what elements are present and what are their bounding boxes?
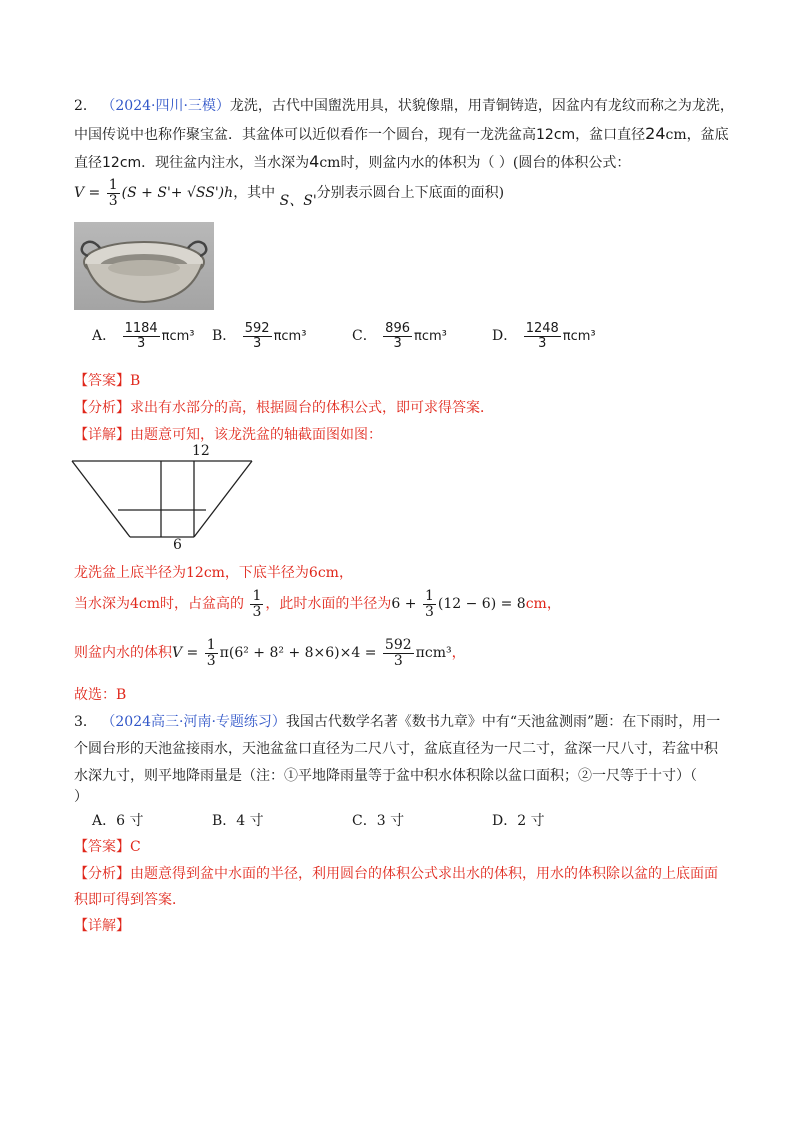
q3-option-d[interactable]: D．2 寸 <box>492 813 545 829</box>
q2-option-a[interactable]: A． $\frac{1184}{3}$ πcm³ <box>92 321 195 351</box>
q2-option-c[interactable]: C． $\frac{896}{3}$ πcm³ <box>352 321 447 351</box>
q2-detail: 【详解】由题意可知，该龙洗盆的轴截面图如图： <box>74 427 382 443</box>
q3-detail: 【详解】 <box>74 918 130 934</box>
trapezoid-figure <box>70 443 254 555</box>
diagram-top-label: 12 <box>192 443 210 459</box>
q2-line3: 直径12cm．现往盆内注水，当水深为4cm时，则盆内水的体积为（ ）(圆台的体积公式： <box>74 152 631 171</box>
basin-photo <box>74 222 214 310</box>
q2-analysis: 【分析】求出有水部分的高，根据圆台的体积公式，即可求得答案． <box>74 400 494 416</box>
diagram-bottom-label: 6 <box>173 537 182 553</box>
q2-final: 故选：B <box>74 687 127 703</box>
q2-solution-1: 龙洗盆上底半径为12cm，下底半径为6cm， <box>74 565 353 581</box>
q2-option-d[interactable]: D． $\frac{1248}{3}$ πcm³ <box>492 321 596 351</box>
q3-number: 3． <box>74 714 97 730</box>
q3-analysis-2: 积即可得到答案． <box>74 892 186 908</box>
q3-line1: 3． （2024高三·河南·专题练习）我国古代数学名著《数书九章》中有“天池盆测雨”题：在下雨时，用一 <box>74 714 721 730</box>
formula-fraction: $\frac{1}{3}$ <box>108 177 118 209</box>
cross-section-diagram <box>70 443 254 555</box>
q2-formula: V = $\frac{1}{3}$ (S + S'+ √SS')h，其中 S、S'分别表示圆台上下底面的面积) <box>74 177 505 210</box>
q3-option-b[interactable]: B．4 寸 <box>212 813 264 829</box>
q2-solution-2: 当水深为4cm时，占盆高的 $\frac{1}{3}$ ，此时水面的半径为6 + $\frac{1}{3}$ (12 − 6) = 8cm， <box>74 588 561 620</box>
q3-option-c[interactable]: C．3 寸 <box>352 813 405 829</box>
q3-line2: 个圆台形的天池盆接雨水，天池盆盆口直径为二尺八寸，盆底直径为一尺二寸，盆深一尺八寸，若盆中积 <box>74 741 718 757</box>
q2-number: 2． <box>74 98 97 114</box>
q2-solution-3: 则盆内水的体积V = $\frac{1}{3}$ π(6² + 8² + 8×6)×4 = $\frac{592}{3}$ πcm³， <box>74 637 466 669</box>
q3-analysis-1: 【分析】由题意得到盆中水面的半径，利用圆台的体积公式求出水的体积，用水的体积除以盆的上底面面 <box>74 866 718 882</box>
q2-line2: 中国传说中也称作聚宝盆．其盆体可以近似看作一个圆台，现有一龙洗盆高12cm，盆口直径24cm，盆底 <box>74 124 729 143</box>
q2-source: （2024·四川·三模） <box>101 98 230 114</box>
q3-line3: 水深九寸，则平地降雨量是（注：①平地降雨量等于盆中积水体积除以盆口面积；②一尺等于十寸）（ <box>74 768 697 784</box>
q2-line1: 2． （2024·四川·三模）龙洗，古代中国盥洗用具，状貌像鼎，用青铜铸造，因盆内有龙纹而称之为龙洗， <box>74 98 734 114</box>
q2-answer: 【答案】B <box>74 373 141 389</box>
q3-answer: 【答案】C <box>74 839 141 855</box>
q3-option-a[interactable]: A．6 寸 <box>92 813 144 829</box>
q3-line4: ） <box>74 789 88 805</box>
basin-image <box>74 222 214 310</box>
q2-option-b[interactable]: B． $\frac{592}{3}$ πcm³ <box>212 321 307 351</box>
q3-source: （2024高三·河南·专题练习） <box>101 714 286 730</box>
